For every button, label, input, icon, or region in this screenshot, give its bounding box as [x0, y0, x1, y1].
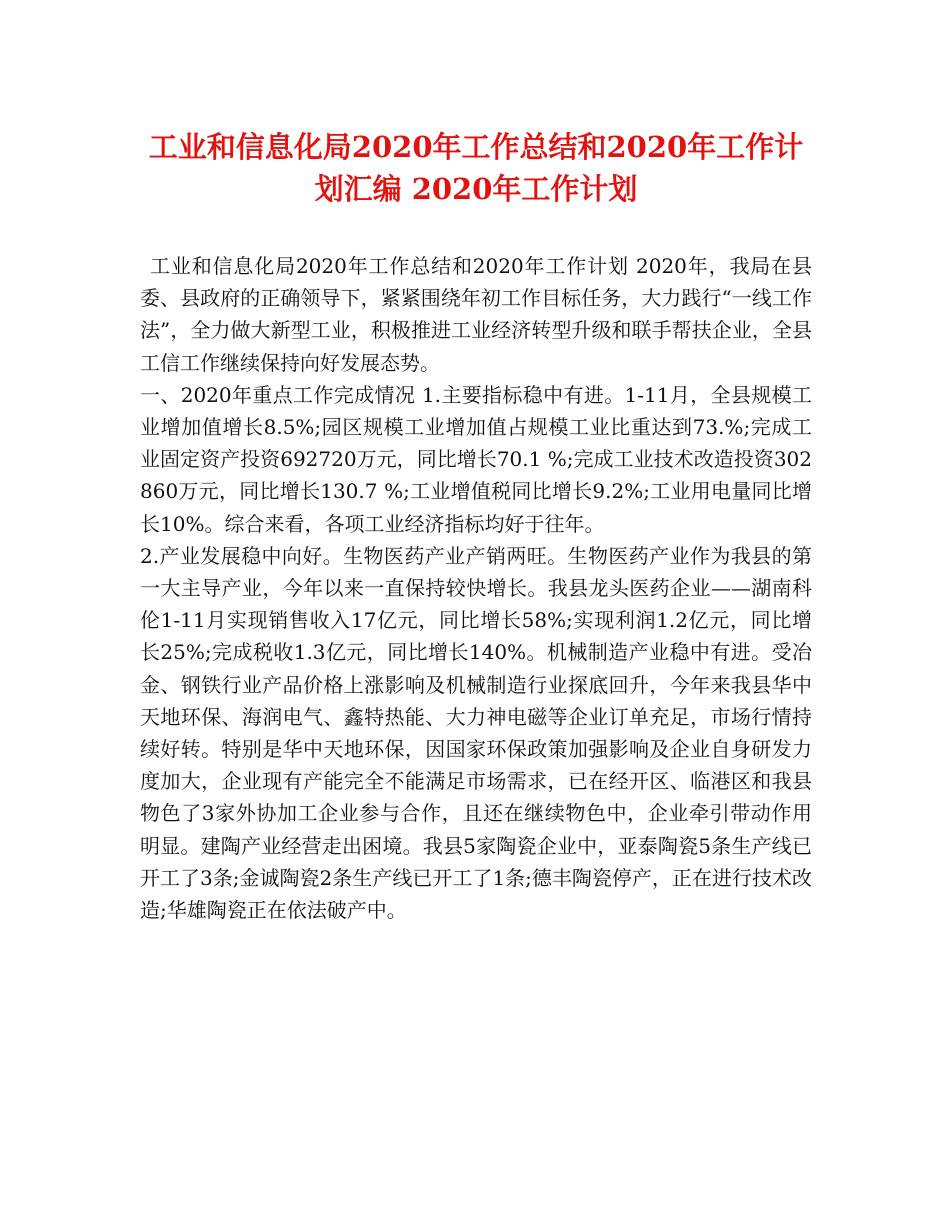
paragraph-section-2: 2.产业发展稳中向好。生物医药产业产销两旺。生物医药产业作为我县的第一大主导产业，今年以来一直保持较快增长。我县龙头医药企业——湖南科伦1-11月实现销售收入17亿元，同比增长58%;实现利润1.2亿元，同比增长25%;完成税收1.3亿元，同比增长140%。机械制造产业稳中有进。受冶金、钢铁行业产品价格上涨影响及机械制造行业探底回升，今年来我县华中天地环保、海润电气、鑫特热能、大力神电磁等企业订单充足，市场行情持续好转。特别是华中天地环保，因国家环保政策加强影响及企业自身研发力度加大，企业现有产能完全不能满足市场需求，已在经开区、临港区和我县物色了3家外协加工企业参与合作，且还在继续物色中，企业牵引带动作用明显。建陶产业经营走出困境。我县5家陶瓷企业中，亚泰陶瓷5条生产线已开工了3条;金诚陶瓷2条生产线已开工了1条;德丰陶瓷停产，正在进行技术改造;华雄陶瓷正在依法破产中。: [140, 543, 812, 923]
paragraph-intro: 工业和信息化局2020年工作总结和2020年工作计划 2020年，我局在县委、县政府的正确领导下，紧紧围绕年初工作目标任务，大力践行“一线工作法”，全力做大新型工业，积极推进工业经济转型升级和联手帮扶企业，全县工信工作继续保持向好发展态势。: [140, 254, 812, 375]
document-body: [140, 250, 812, 926]
paragraph-section-1: 一、2020年重点工作完成情况 1.主要指标稳中有进。1-11月，全县规模工业增加值增长8.5%;园区规模工业增加值占规模工业比重达到73.%;完成工业固定资产投资692720万元，同比增长70.1 %;完成工业技术改造投资302860万元，同比增长130.7 %;工业增值税同比增长9.2%;工业用电量同比增长10%。综合来看，各项工业经济指标均好于往年。: [140, 382, 812, 536]
document-title: 工业和信息化局2020年工作总结和2020年工作计划汇编 2020年工作计划: [148, 130, 804, 206]
